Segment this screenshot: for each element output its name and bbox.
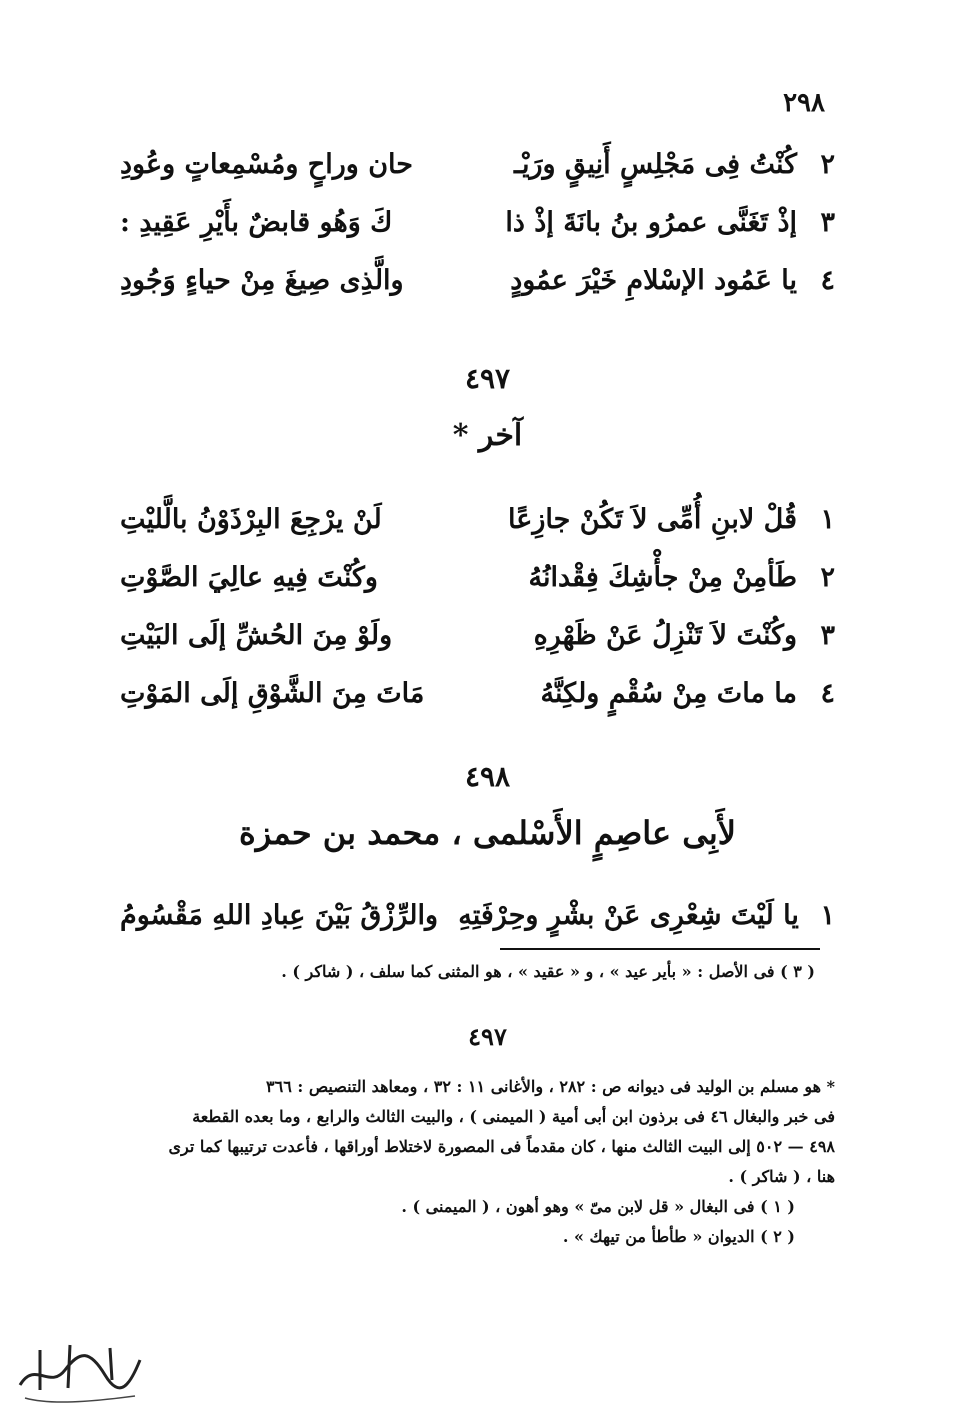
verse-second-hemistich: كَ وَهُو قابضٌ بأَيْرِ عَقِيدِ : xyxy=(120,206,393,238)
footnote-line: ( ١ ) فى البغال « قل لابن مىّ » وهو أهون ، ( الميمنى ) . xyxy=(401,1197,795,1216)
verse-first-hemistich: طَأمِنْ مِنْ جأْشِكَ فِقْدانُهُ xyxy=(528,561,797,593)
verse-first-hemistich: إذْ تَغَنَّى عمرُو بنُ بانَةَ إذْ ذا xyxy=(505,206,797,238)
poem-497 xyxy=(120,490,835,722)
page-number: ٢٩٨ xyxy=(783,88,825,118)
section-number: ٤٩٧ xyxy=(464,362,511,395)
verse-line xyxy=(120,664,835,722)
verse-second-hemistich: مَاتَ مِنَ الشَّوْقِ إلَى المَوْتِ xyxy=(120,677,425,709)
footnote-line: هنا ، ( شاكر ) . xyxy=(728,1167,835,1186)
verse-line xyxy=(120,606,835,664)
library-stamp-logo xyxy=(10,1330,150,1410)
verse-number: ٢ xyxy=(820,561,835,593)
intro-verses xyxy=(120,135,835,309)
verse-line xyxy=(120,490,835,548)
verse-second-hemistich: والَّذِى صِيغَ مِنْ حياءٍ وَجُودِ xyxy=(120,264,404,296)
section-title: آخر * xyxy=(452,418,523,453)
verse-second-hemistich: والرِّزْقُ بَيْنَ عِبادِ اللهِ مَقْسُومُ xyxy=(120,899,438,931)
verse-second-hemistich: حان وراحٍ ومُسْمِعاتٍ وعُودِ xyxy=(120,148,413,180)
section-title: لأَبِى عاصِمٍ الأَسْلمى ، محمد بن حمزة xyxy=(238,814,737,852)
footnote-line: * هو مسلم بن الوليد فى ديوانه ص : ٢٨٢ ، والأغانى ١١ : ٣٢ ، ومعاهد التنصيص : ٣٦٦ xyxy=(266,1077,835,1096)
footnote-section-number: ٤٩٧ xyxy=(468,1022,507,1051)
verse-first-hemistich: قُلْ لابنِ أُمِّى لاَ تَكُنْ جازِعًا xyxy=(508,503,797,535)
verse-number: ٣ xyxy=(820,619,835,651)
verse-number: ٤ xyxy=(820,677,835,709)
verse-line xyxy=(120,193,835,251)
verse-first-hemistich: كُنْتُ فِى مَجْلِسٍ أَنِيقٍ ورَيْـ xyxy=(514,148,797,180)
footnote-line: ( ٢ ) الديوان « طأطأ من تيهك » . xyxy=(562,1227,795,1246)
verse-first-hemistich: يا لَيْتَ شِعْرِى عَنْ بشْرٍ وحِرْفَتِهِ xyxy=(458,899,799,931)
verse-second-hemistich: لَنْ يرْجِعَ البِرْذَوْنُ بالَّليْتِ xyxy=(120,503,382,535)
verse-line xyxy=(120,135,835,193)
section-number: ٤٩٨ xyxy=(464,760,511,793)
verse-second-hemistich: ولَوْ مِنَ الحُشِّ إلَى البَيْتِ xyxy=(120,619,393,651)
footnotes-497 xyxy=(115,1072,835,1252)
verse-number: ٤ xyxy=(820,264,835,296)
verse-number: ١ xyxy=(820,899,835,931)
verse-line xyxy=(120,251,835,309)
footnote-line: فى خبر والبغال ٤٦ فى برذون ابن أبى أمية ( الميمنى ) ، والبيت الثالث والرابع ، وما بعده القطعة xyxy=(192,1107,835,1126)
poem-498 xyxy=(120,886,835,944)
footnote: ( ٣ ) فى الأصل : « بأير عيد » ، و « عقيد » ، هو المثنى كما سلف ، ( شاكر ) . xyxy=(281,962,815,981)
verse-second-hemistich: وكُنْتَ فِيهِ عالِيَ الصَّوْتِ xyxy=(120,561,378,593)
verse-line xyxy=(120,886,835,944)
verse-first-hemistich: ما ماتَ مِنْ سُقْمٍ ولكِنَّهُ xyxy=(540,677,797,709)
footnote-separator xyxy=(500,948,820,950)
verse-number: ٣ xyxy=(820,206,835,238)
verse-first-hemistich: وكُنْتَ لاَ تَنْزِلُ عَنْ ظَهْرِهِ xyxy=(533,619,797,651)
verse-first-hemistich: يا عَمُود الإسْلامِ خَيْرَ عمُودٍ xyxy=(510,264,797,296)
verse-line xyxy=(120,548,835,606)
verse-number: ١ xyxy=(820,503,835,535)
verse-number: ٢ xyxy=(820,148,835,180)
footnote-line: ٤٩٨ — ٥٠٢ إلى البيت الثالث منها ، كان مقدماً فى المصورة لاختلاط أوراقها ، فأعدت ترتيبها كما ترى xyxy=(168,1137,835,1156)
